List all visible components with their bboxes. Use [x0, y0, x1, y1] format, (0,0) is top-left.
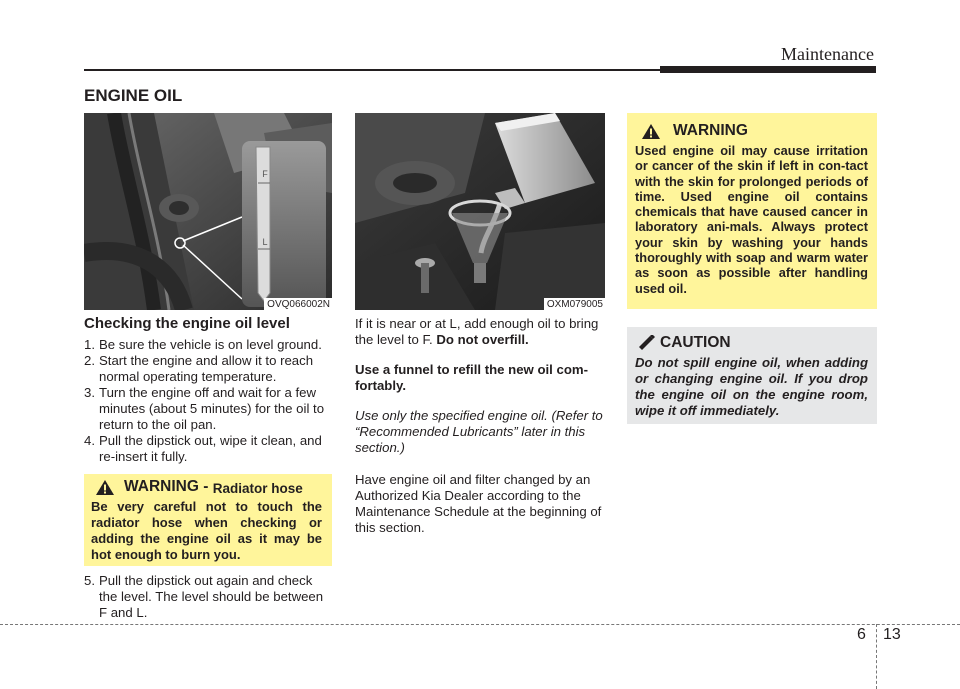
dipstick-photo	[84, 113, 332, 310]
warning-radiator-hose	[84, 474, 332, 566]
procedure-heading: Checking the engine oil level	[84, 315, 290, 332]
warning-subject: Radiator hose	[212, 480, 303, 496]
dipstick-mark-f: F	[262, 169, 268, 179]
procedure-step: 2. Start the engine and allow it to reach normal operating temperature.	[84, 353, 314, 384]
warning-used-oil	[627, 113, 877, 309]
figure-code: OXM079005	[544, 298, 605, 310]
page-number-divider	[876, 624, 877, 689]
caution-text: Do not spill engine oil, when adding or changing engine oil. If you drop the engine oil on the engine room, wipe it off immediately.	[635, 355, 868, 418]
caution-pencil-icon	[637, 335, 655, 351]
warning-label: WARNING	[673, 122, 748, 139]
warning-separator: -	[198, 478, 213, 495]
chapter-number: 6	[857, 626, 866, 643]
header-rule	[84, 69, 660, 71]
warning-text: Used engine oil may cause irritation or cancer of the skin if left in con-tact with the skin for prolonged periods of time. Used engine oil contains chemicals that have caused cancer in laboratory ani-mals. Always protect your skin by washing your hands thoroughly with soap and warm water as soon as possible after handling used oil.	[635, 143, 868, 296]
procedure-step: 5. Pull the dipstick out again and check the level. The level should be between F and L.	[84, 573, 324, 620]
header-bar	[660, 66, 876, 73]
dipstick-mark-l: L	[262, 237, 268, 247]
section-title: ENGINE OIL	[84, 86, 183, 105]
warning-text: Be very careful not to touch the radiator hose when checking or adding the engine oil as it may be hot enough to burn you.	[91, 499, 322, 562]
warning-triangle-icon	[641, 123, 661, 140]
paragraph: If it is near or at L, add enough oil to bring the level to F. Do not overfill.	[355, 316, 599, 347]
paragraph: Use a funnel to refill the new oil com-fortably.	[355, 362, 589, 393]
running-header-title: Maintenance	[781, 44, 874, 64]
warning-triangle-icon	[95, 479, 115, 496]
footer-rule	[0, 624, 960, 625]
oil-refill-photo	[355, 113, 605, 310]
figure-code: OVQ066002N	[264, 298, 332, 310]
caution-box	[627, 327, 877, 424]
column-1	[84, 316, 334, 465]
caution-label: CAUTION	[660, 334, 731, 351]
page-number: 13	[883, 626, 901, 643]
paragraph: Have engine oil and filter changed by an Authorized Kia Dealer according to the Maintenance Schedule at the beginning of this section.	[355, 472, 602, 535]
column-2	[355, 316, 605, 536]
procedure-step: 3. Turn the engine off and wait for a few minutes (about 5 minutes) for the oil to return to the oil pan.	[84, 385, 325, 432]
paragraph: Use only the specified engine oil. (Refer to “Recommended Lubricants” later in this section.)	[355, 408, 603, 455]
warning-label: WARNING	[124, 478, 199, 495]
emphasis-text: Do not overfill.	[436, 332, 529, 347]
procedure-step: 1. Be sure the vehicle is on level ground.	[84, 337, 322, 352]
column-1-continued	[84, 573, 334, 621]
procedure-step: 4. Pull the dipstick out, wipe it clean, and re-insert it fully.	[84, 433, 322, 464]
